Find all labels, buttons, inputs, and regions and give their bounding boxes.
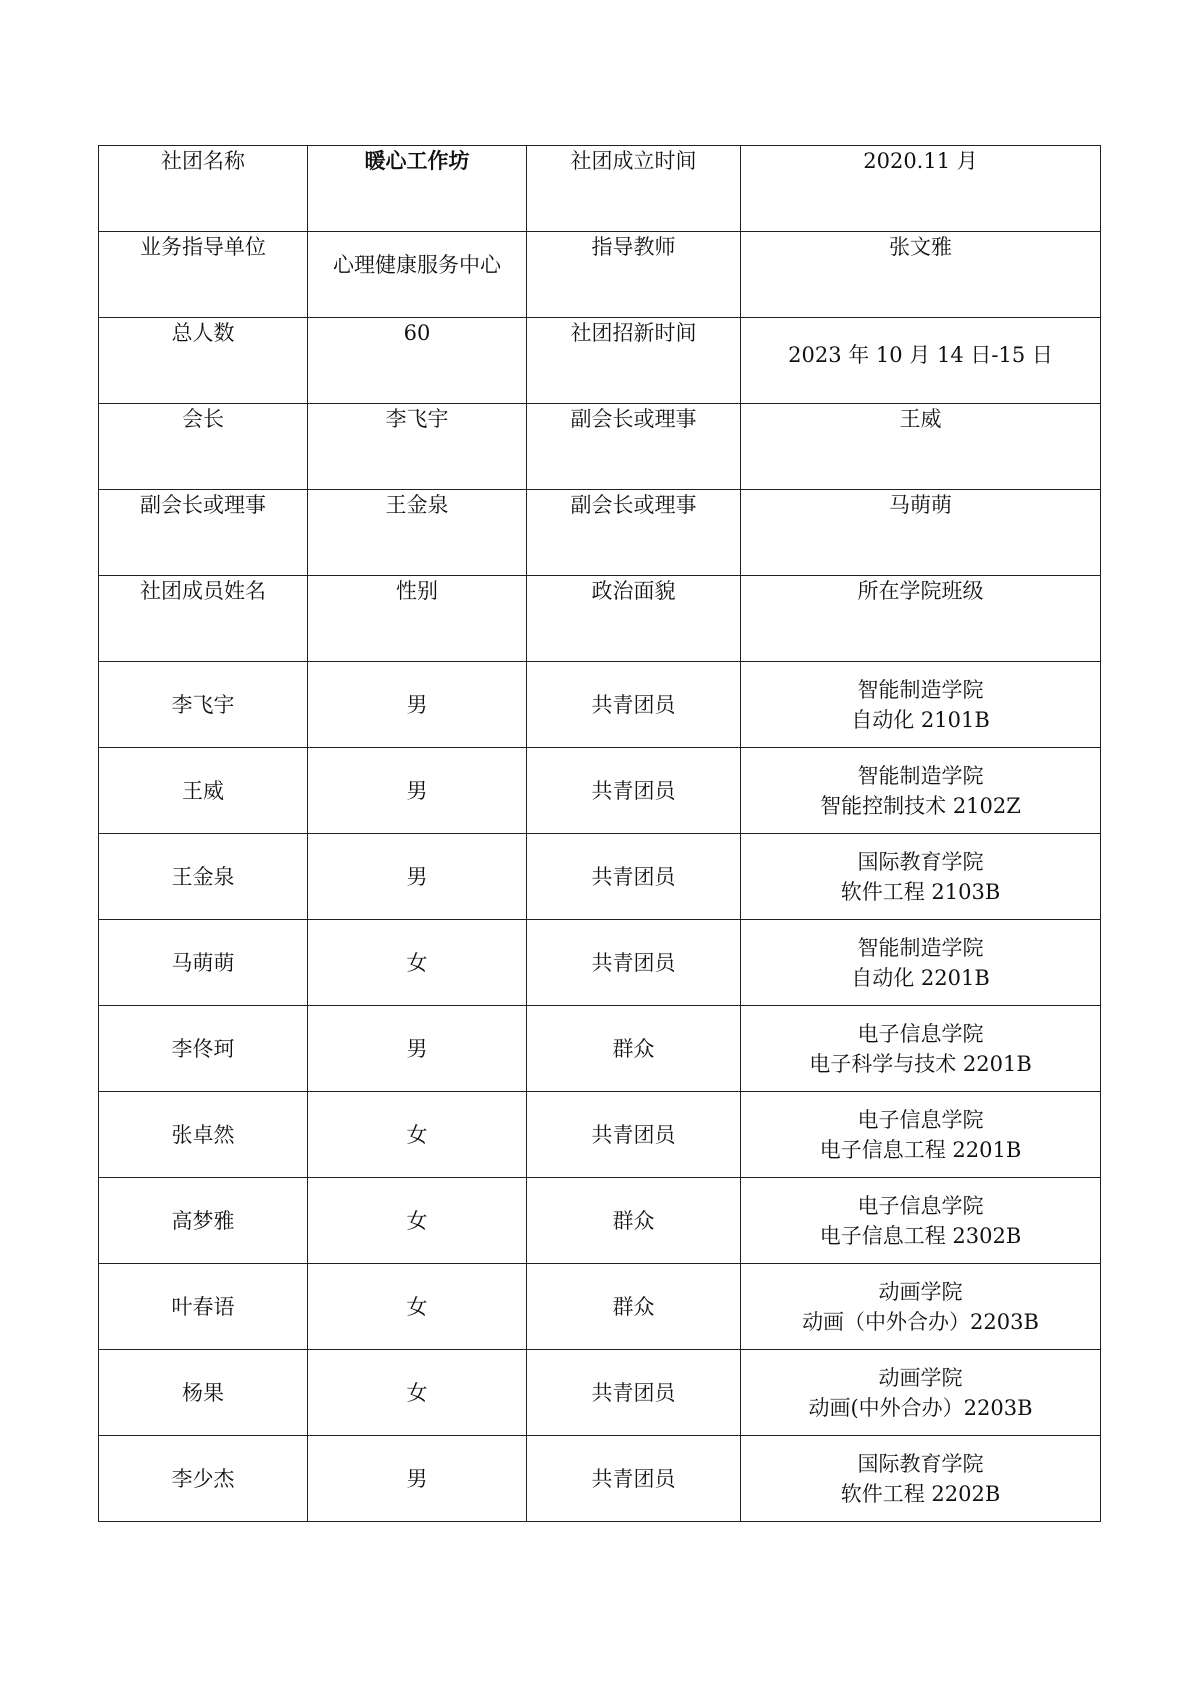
- member-row: [99, 920, 1101, 1006]
- member-college: 电子信息学院: [857, 1193, 984, 1218]
- member-college: 电子信息学院: [857, 1021, 984, 1046]
- member-political: 共青团员: [527, 1436, 741, 1522]
- member-header-college: 所在学院班级: [741, 576, 1101, 662]
- member-header-name: 社团成员姓名: [99, 576, 308, 662]
- club-info-body: [99, 146, 1101, 1522]
- member-college: 电子信息学院: [857, 1107, 984, 1132]
- member-college: 智能制造学院: [857, 935, 984, 960]
- member-class: 电子信息工程 2302B: [819, 1223, 1022, 1248]
- member-college: 智能制造学院: [857, 763, 984, 788]
- member-row: [99, 748, 1101, 834]
- vp-value-1: 王威: [741, 404, 1101, 490]
- president-label: 会长: [99, 404, 308, 490]
- founded-value: 2020.11 月: [741, 146, 1101, 232]
- member-header-gender: 性别: [308, 576, 527, 662]
- member-row: [99, 1264, 1101, 1350]
- member-row: [99, 1006, 1101, 1092]
- member-political: 共青团员: [527, 920, 741, 1006]
- member-gender: 女: [308, 1092, 527, 1178]
- vp-label-1: 副会长或理事: [527, 404, 741, 490]
- member-name: 李少杰: [99, 1436, 308, 1522]
- member-header-row: [99, 576, 1101, 662]
- member-college: 国际教育学院: [857, 849, 984, 874]
- member-class: 软件工程 2103B: [840, 879, 1001, 904]
- recruit-value: 2023 年 10 月 14 日-15 日: [788, 343, 1053, 367]
- member-college-class: [741, 1178, 1101, 1264]
- vp-label-2: 副会长或理事: [99, 490, 308, 576]
- member-name: 马萌萌: [99, 920, 308, 1006]
- member-name: 王威: [99, 748, 308, 834]
- club-name-label: 社团名称: [99, 146, 308, 232]
- info-row-total: [99, 318, 1101, 404]
- member-gender: 女: [308, 920, 527, 1006]
- member-header-political: 政治面貌: [527, 576, 741, 662]
- member-row: [99, 1178, 1101, 1264]
- club-info-table: [98, 145, 1101, 1522]
- member-political: 共青团员: [527, 748, 741, 834]
- member-college-class: [741, 748, 1101, 834]
- member-name: 高梦雅: [99, 1178, 308, 1264]
- vp-label-3: 副会长或理事: [527, 490, 741, 576]
- member-class: 软件工程 2202B: [840, 1481, 1001, 1506]
- member-college-class: [741, 834, 1101, 920]
- founded-label: 社团成立时间: [527, 146, 741, 232]
- member-class: 自动化 2101B: [851, 707, 990, 732]
- member-name: 李飞宇: [99, 662, 308, 748]
- member-class: 智能控制技术 2102Z: [820, 793, 1021, 818]
- member-political: 共青团员: [527, 1350, 741, 1436]
- member-gender: 男: [308, 662, 527, 748]
- recruit-label: 社团招新时间: [527, 318, 741, 404]
- member-name: 杨果: [99, 1350, 308, 1436]
- member-college: 动画学院: [878, 1365, 963, 1390]
- member-class: 电子科学与技术 2201B: [809, 1051, 1032, 1076]
- club-name-value: 暖心工作坊: [308, 146, 527, 232]
- member-row: [99, 834, 1101, 920]
- member-college-class: [741, 1092, 1101, 1178]
- recruit-cell: [741, 318, 1101, 404]
- member-college-class: [741, 1436, 1101, 1522]
- unit-value: 心理健康服务中心: [333, 253, 501, 277]
- member-college: 国际教育学院: [857, 1451, 984, 1476]
- advisor-value: 张文雅: [741, 232, 1101, 318]
- member-class: 自动化 2201B: [851, 965, 990, 990]
- member-college-class: [741, 1264, 1101, 1350]
- member-gender: 男: [308, 1006, 527, 1092]
- member-political: 共青团员: [527, 834, 741, 920]
- member-college-class: [741, 1006, 1101, 1092]
- president-value: 李飞宇: [308, 404, 527, 490]
- member-row: [99, 1350, 1101, 1436]
- vp-value-2: 王金泉: [308, 490, 527, 576]
- total-value: 60: [308, 318, 527, 404]
- member-political: 群众: [527, 1178, 741, 1264]
- member-row: [99, 1092, 1101, 1178]
- member-political: 共青团员: [527, 1092, 741, 1178]
- member-row: [99, 1436, 1101, 1522]
- vp-value-3: 马萌萌: [741, 490, 1101, 576]
- total-label: 总人数: [99, 318, 308, 404]
- member-name: 叶春语: [99, 1264, 308, 1350]
- member-class: 动画（中外合办）2203B: [802, 1309, 1039, 1334]
- member-class: 动画(中外合办）2203B: [808, 1395, 1033, 1420]
- unit-label: 业务指导单位: [99, 232, 308, 318]
- member-political: 共青团员: [527, 662, 741, 748]
- member-gender: 男: [308, 748, 527, 834]
- member-class: 电子信息工程 2201B: [819, 1137, 1022, 1162]
- info-row-president: [99, 404, 1101, 490]
- unit-cell: [308, 232, 527, 318]
- member-college: 动画学院: [878, 1279, 963, 1304]
- member-gender: 女: [308, 1264, 527, 1350]
- member-political: 群众: [527, 1264, 741, 1350]
- member-college-class: [741, 920, 1101, 1006]
- member-college: 智能制造学院: [857, 677, 984, 702]
- info-row-unit: [99, 232, 1101, 318]
- member-political: 群众: [527, 1006, 741, 1092]
- member-gender: 女: [308, 1178, 527, 1264]
- member-college-class: [741, 662, 1101, 748]
- member-name: 李佟珂: [99, 1006, 308, 1092]
- info-row-vp: [99, 490, 1101, 576]
- member-gender: 男: [308, 834, 527, 920]
- advisor-label: 指导教师: [527, 232, 741, 318]
- member-row: [99, 662, 1101, 748]
- member-name: 王金泉: [99, 834, 308, 920]
- member-name: 张卓然: [99, 1092, 308, 1178]
- member-gender: 男: [308, 1436, 527, 1522]
- member-college-class: [741, 1350, 1101, 1436]
- member-gender: 女: [308, 1350, 527, 1436]
- info-row-name: [99, 146, 1101, 232]
